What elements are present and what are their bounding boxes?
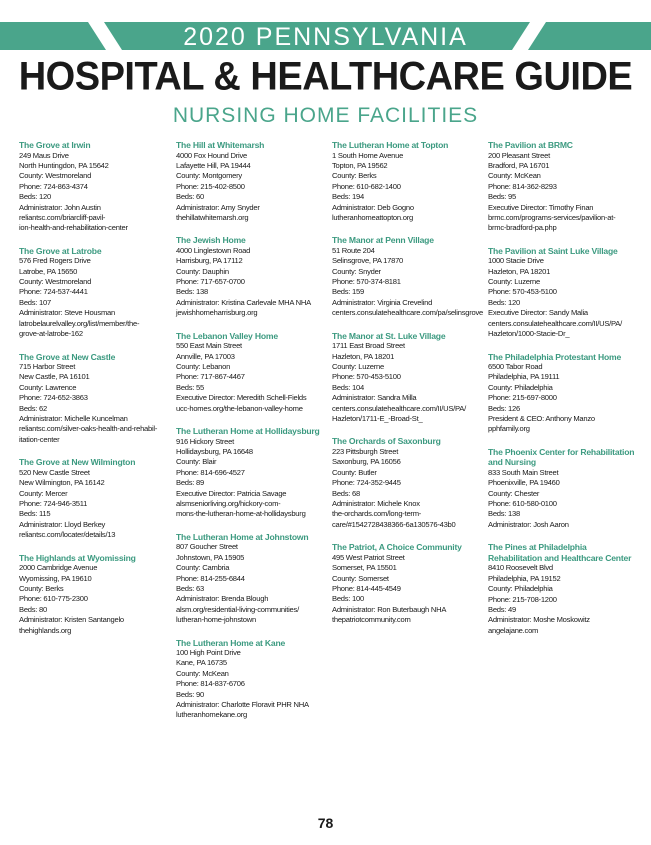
facility-detail-line: County: Mercer	[19, 488, 68, 498]
facility-entry	[176, 140, 326, 223]
facility-detail-line: brmc.com/programs-services/pavilion-at-	[488, 212, 616, 222]
facility-detail-line: Somerset, PA 15501	[332, 563, 397, 573]
facility-entry	[19, 246, 169, 340]
facility-detail-line: 916 Hickory Street	[176, 436, 234, 446]
facility-detail-line: Beds: 89	[176, 478, 204, 488]
facility-detail-line: 4000 Linglestown Road	[176, 245, 251, 255]
facility-detail-line: Administrator: Kristina Carlevale MHA NHA	[176, 297, 311, 307]
facility-detail-line: itation-center	[19, 434, 60, 444]
facility-entry	[332, 140, 482, 223]
facility-detail-line: County: Luzerne	[332, 362, 384, 371]
facility-detail-line: 576 Fred Rogers Drive	[19, 256, 91, 266]
facility-name: The Patriot, A Choice Community	[332, 542, 462, 553]
facility-detail-line: Phone: 814-445-4549	[332, 583, 401, 593]
facility-detail-line: Hazleton, PA 18201	[332, 351, 395, 361]
facility-detail-line: Phone: 814-255-6844	[176, 573, 245, 583]
facility-detail-line: Beds: 62	[19, 403, 47, 413]
facility-detail-line: Administrator: Kristen Santangelo	[19, 615, 124, 625]
facility-detail-line: Administrator: Virginia Crevelind	[332, 297, 433, 307]
facility-detail-line: Philadelphia, PA 19111	[488, 372, 560, 382]
facility-detail-line: County: Somerset	[332, 573, 389, 583]
facility-detail-line: Phone: 570-453-5100	[332, 372, 401, 382]
facility-name: The Grove at New Castle	[19, 351, 116, 362]
facility-detail-line: care/#1542728438366-6a130576-43b0	[332, 519, 456, 529]
facility-detail-line: 520 New Castle Street	[19, 467, 90, 477]
facility-detail-line: Administrator: Lloyd Berkey	[19, 519, 106, 529]
facility-detail-line: 807 Goucher Street	[176, 542, 238, 552]
facility-detail-line: Phone: 814-362-8293	[488, 181, 557, 191]
facility-detail-line: Beds: 60	[176, 192, 204, 202]
facility-detail-line: County: Blair	[176, 457, 217, 467]
facility-detail-line: 2000 Cambridge Avenue	[19, 563, 98, 573]
facility-detail-line: Selinsgrove, PA 17870	[332, 256, 404, 266]
facility-entry	[332, 331, 482, 425]
facility-name: The Phoenix Center for Rehabilitation and Nursing	[488, 446, 635, 468]
facility-detail-line: Administrator: Michele Knox	[332, 498, 420, 508]
facility-detail-line: mons-the-lutheran-home-at-hollidaysburg	[176, 509, 306, 519]
facility-detail-line: Phone: 610-775-2300	[19, 594, 88, 604]
facility-detail-line: Beds: 90	[176, 689, 204, 699]
facility-entry	[19, 457, 169, 540]
facility-detail-line: Phone: 724-652-3863	[19, 393, 88, 403]
facility-detail-line: President & CEO: Anthony Manzo	[488, 414, 595, 424]
facility-detail-line: 6500 Tabor Road	[488, 362, 543, 371]
facility-detail-line: Phone: 610-580-0100	[488, 499, 557, 509]
facility-detail-line: Executive Director: Timothy Finan	[488, 202, 594, 212]
facility-detail-line: New Castle, PA 16101	[19, 372, 90, 382]
facility-detail-line: Administrator: Josh Aaron	[488, 519, 569, 529]
facility-detail-line: the-orchards.com/long-term-	[332, 509, 422, 519]
facility-detail-line: thehighlands.org	[19, 625, 72, 635]
facility-detail-line: reliantsc.com/briarcliff-pavil-	[19, 212, 106, 222]
facility-name: The Lutheran Home at Kane	[176, 637, 286, 648]
facility-detail-line: County: Snyder	[332, 266, 381, 276]
facility-detail-line: Executive Director: Sandy Malia	[488, 308, 588, 318]
facility-detail-line: Administrator: John Austin	[19, 202, 101, 212]
facility-detail-line: County: Berks	[19, 583, 64, 593]
facility-detail-line: Beds: 194	[332, 192, 364, 202]
facility-detail-line: 4000 Fox Hound Drive	[176, 150, 247, 160]
facility-detail-line: County: Butler	[332, 467, 377, 477]
facility-detail-line: thehillatwhitemarsh.org	[176, 212, 249, 222]
header-banner	[0, 22, 651, 50]
facility-detail-line: Bradford, PA 16701	[488, 160, 550, 170]
facility-detail-line: County: Westmoreland	[19, 277, 92, 287]
page-title: HOSPITAL & HEALTHCARE GUIDE	[18, 54, 633, 100]
facility-detail-line: Phone: 610-682-1400	[332, 181, 401, 191]
facility-detail-line: Administrator: Moshe Moskowitz	[488, 615, 590, 625]
facility-detail-line: Lafayette Hill, PA 19444	[176, 160, 251, 170]
facility-detail-line: 51 Route 204	[332, 245, 375, 255]
column-4	[488, 140, 638, 648]
facility-entry	[488, 447, 638, 530]
facility-detail-line: Phone: 570-374-8181	[332, 277, 401, 287]
facility-detail-line: Topton, PA 19562	[332, 160, 388, 170]
facility-name: The Pavilion at Saint Luke Village	[488, 245, 618, 256]
facility-detail-line: lutheranhomekane.org	[176, 710, 247, 720]
facility-detail-line: 223 Pittsburgh Street	[332, 446, 399, 456]
facility-detail-line: County: Luzerne	[488, 277, 540, 287]
facility-entry	[176, 638, 326, 721]
facility-name: The Grove at Latrobe	[19, 245, 102, 256]
facility-detail-line: North Huntingdon, PA 15642	[19, 160, 109, 170]
facility-name: The Lutheran Home at Johnstown	[176, 531, 309, 542]
facility-entry	[488, 352, 638, 435]
facility-detail-line: County: McKean	[488, 171, 541, 181]
column-1	[19, 140, 169, 648]
facility-detail-line: Administrator: Ron Buterbaugh NHA	[332, 604, 447, 614]
column-2	[176, 140, 326, 733]
facility-name: The Jewish Home	[176, 235, 246, 246]
facility-detail-line: lutheran-home-johnstown	[176, 615, 256, 625]
page-number: 78	[317, 815, 334, 831]
facility-detail-line: County: Philadelphia	[488, 382, 553, 392]
facility-detail-line: 8410 Roosevelt Blvd	[488, 563, 553, 573]
facility-detail-line: Hollidaysburg, PA 16648	[176, 446, 253, 456]
facility-detail-line: 200 Pleasant Street	[488, 150, 550, 160]
facility-detail-line: Wyomissing, PA 19610	[19, 573, 92, 583]
facility-detail-line: Phone: 215-708-1200	[488, 594, 557, 604]
facility-detail-line: 715 Harbor Street	[19, 362, 76, 371]
facility-name: The Lutheran Home at Topton	[332, 140, 449, 150]
facility-entry	[488, 140, 638, 234]
facility-entry	[488, 542, 638, 636]
facility-detail-line: County: Berks	[332, 171, 377, 181]
facility-detail-line: Beds: 115	[19, 509, 51, 519]
facility-detail-line: Johnstown, PA 15905	[176, 552, 245, 562]
facility-detail-line: Annville, PA 17003	[176, 351, 235, 361]
facility-name: The Hill at Whitemarsh	[176, 140, 265, 150]
facility-name: The Grove at New Wilmington	[19, 457, 136, 468]
facility-detail-line: Latrobe, PA 15650	[19, 266, 78, 276]
facility-detail-line: Hazleton/1711-E_-Broad-St_	[332, 414, 423, 424]
facility-detail-line: County: Westmoreland	[19, 171, 92, 181]
facility-detail-line: Beds: 95	[488, 192, 516, 202]
facility-name: The Philadelphia Protestant Home	[488, 351, 622, 362]
facility-detail-line: Administrator: Michelle Kuncelman	[19, 414, 128, 424]
facility-detail-line: New Wilmington, PA 16142	[19, 478, 105, 488]
facility-detail-line: Phone: 570-453-5100	[488, 287, 557, 297]
facility-detail-line: Phone: 724-863-4374	[19, 181, 88, 191]
facility-detail-line: Phone: 724-537-4441	[19, 287, 88, 297]
facility-entry	[176, 532, 326, 626]
facility-entry	[332, 235, 482, 318]
facility-detail-line: County: Lebanon	[176, 362, 231, 371]
facility-detail-line: Phone: 814-837-6706	[176, 679, 245, 689]
facility-detail-line: Kane, PA 16735	[176, 658, 227, 668]
facility-detail-line: Administrator: Charlotte Floravit PHR NHA	[176, 700, 309, 710]
facility-detail-line: Beds: 107	[19, 297, 51, 307]
facility-entry	[332, 436, 482, 530]
facility-detail-line: Phone: 717-867-4467	[176, 372, 245, 382]
banner-title: 2020 PENNSYLVANIA	[183, 23, 468, 51]
facility-detail-line: County: McKean	[176, 668, 229, 678]
facility-detail-line: County: Philadelphia	[488, 584, 553, 594]
facility-detail-line: ion-health-and-rehabilitation-center	[19, 223, 128, 233]
facility-detail-line: Phone: 717-657-0700	[176, 277, 245, 287]
facility-entry	[176, 331, 326, 414]
facility-name: The Lutheran Home at Hollidaysburg	[176, 426, 320, 437]
facility-detail-line: Phone: 724-946-3511	[19, 498, 88, 508]
facility-detail-line: Administrator: Amy Snyder	[176, 202, 260, 212]
facility-entry	[19, 352, 169, 446]
facility-name: The Lebanon Valley Home	[176, 330, 278, 341]
facility-detail-line: centers.consulatehealthcare.com/II/US/PA/	[488, 318, 622, 328]
facility-detail-line: angelajane.com	[488, 625, 539, 635]
section-subtitle: NURSING HOME FACILITIES	[172, 104, 479, 127]
facility-detail-line: Beds: 159	[332, 287, 364, 297]
facility-detail-line: ucc-homes.org/the-lebanon-valley-home	[176, 403, 303, 413]
facility-detail-line: 550 East Main Street	[176, 341, 242, 351]
column-3	[332, 140, 482, 638]
facility-detail-line: Philadelphia, PA 19152	[488, 573, 561, 583]
facility-detail-line: reliantsc.com/silver-oaks-health-and-rehabil-	[19, 424, 158, 434]
facility-detail-line: 1000 Stacie Drive	[488, 256, 544, 266]
facility-detail-line: Phone: 724-352-9445	[332, 478, 401, 488]
facility-entry	[332, 542, 482, 625]
facility-name: The Grove at Irwin	[19, 140, 91, 150]
facility-detail-line: centers.consulatehealthcare.com/II/US/PA/	[332, 403, 466, 413]
facility-detail-line: County: Lawrence	[19, 382, 77, 392]
facility-detail-line: County: Montgomery	[176, 171, 242, 181]
facility-detail-line: latrobelaurelvalley.org/list/member/the-	[19, 318, 140, 328]
facility-detail-line: Executive Director: Patricia Savage	[176, 488, 287, 498]
facility-detail-line: pphfamily.org	[488, 424, 530, 434]
facility-detail-line: Beds: 55	[176, 382, 204, 392]
facility-detail-line: Saxonburg, PA 16056	[332, 457, 401, 467]
facility-name: The Pines at Philadelphia Rehabilitation and Healthcare Center	[488, 542, 632, 563]
facility-detail-line: Phone: 215-697-8000	[488, 393, 557, 403]
facility-detail-line: Hazleton, PA 18201	[488, 266, 551, 276]
facility-detail-line: Beds: 138	[176, 287, 208, 297]
facility-detail-line: Beds: 63	[176, 583, 204, 593]
facility-entry	[19, 553, 169, 636]
facility-detail-line: Hazleton/1000-Stacie-Dr_	[488, 329, 570, 339]
facility-detail-line: alsmseniorliving.org/hickory-com-	[176, 498, 281, 508]
facility-detail-line: Beds: 138	[488, 509, 520, 519]
facility-name: The Pavilion at BRMC	[488, 140, 573, 150]
facility-detail-line: Phone: 814-696-4527	[176, 467, 245, 477]
facility-detail-line: Administrator: Steve Housman	[19, 308, 115, 318]
facility-detail-line: 1 South Home Avenue	[332, 150, 404, 160]
facility-entry	[176, 235, 326, 318]
facility-detail-line: 495 West Patriot Street	[332, 552, 405, 562]
facility-detail-line: Administrator: Brenda Blough	[176, 594, 269, 604]
facility-detail-line: Executive Director: Meredith Schell-Fields	[176, 393, 307, 403]
facility-detail-line: Administrator: Deb Gogno	[332, 202, 414, 212]
facility-detail-line: alsm.org/residential-living-communities/	[176, 604, 299, 614]
facility-detail-line: 100 High Point Drive	[176, 648, 241, 658]
facility-detail-line: Beds: 68	[332, 488, 360, 498]
facility-detail-line: Administrator: Sandra Milla	[332, 393, 417, 403]
facility-detail-line: Beds: 126	[488, 403, 520, 413]
facility-detail-line: jewishhomeharrisburg.org	[176, 308, 258, 318]
facility-detail-line: brmc-bradford-pa.php	[488, 223, 557, 233]
facility-detail-line: lutheranhomeattopton.org	[332, 212, 413, 222]
facility-entry	[19, 140, 169, 234]
facility-detail-line: Phoenixville, PA 19460	[488, 478, 560, 488]
facility-detail-line: Beds: 100	[332, 594, 364, 604]
facility-detail-line: Beds: 104	[332, 382, 364, 392]
facility-name: The Manor at St. Luke Village	[332, 330, 446, 341]
facility-detail-line: 833 South Main Street	[488, 467, 559, 477]
facility-detail-line: County: Chester	[488, 488, 540, 498]
facility-detail-line: thepatriotcommunity.com	[332, 615, 411, 625]
facility-detail-line: County: Dauphin	[176, 266, 229, 276]
facility-name: The Orchards of Saxonburg	[332, 436, 441, 447]
facility-detail-line: Phone: 215-402-8500	[176, 181, 245, 191]
facility-detail-line: Beds: 120	[488, 297, 520, 307]
facility-detail-line: Beds: 120	[19, 192, 51, 202]
facility-detail-line: grove-at-latrobe-162	[19, 329, 83, 339]
facility-detail-line: 249 Maus Drive	[19, 150, 69, 160]
facility-detail-line: Beds: 80	[19, 604, 47, 614]
facility-detail-line: 1711 East Broad Street	[332, 341, 405, 351]
facility-entry	[176, 426, 326, 520]
facility-name: The Highlands at Wyomissing	[19, 552, 136, 563]
facility-name: The Manor at Penn Village	[332, 235, 434, 246]
facility-detail-line: centers.consulatehealthcare.com/pa/selinsgrove	[332, 308, 484, 318]
facility-detail-line: reliantsc.com/locater/details/13	[19, 530, 116, 540]
facility-entry	[488, 246, 638, 340]
facility-detail-line: County: Cambria	[176, 563, 230, 573]
facility-detail-line: Beds: 49	[488, 604, 516, 614]
facility-detail-line: Harrisburg, PA 17112	[176, 256, 243, 266]
